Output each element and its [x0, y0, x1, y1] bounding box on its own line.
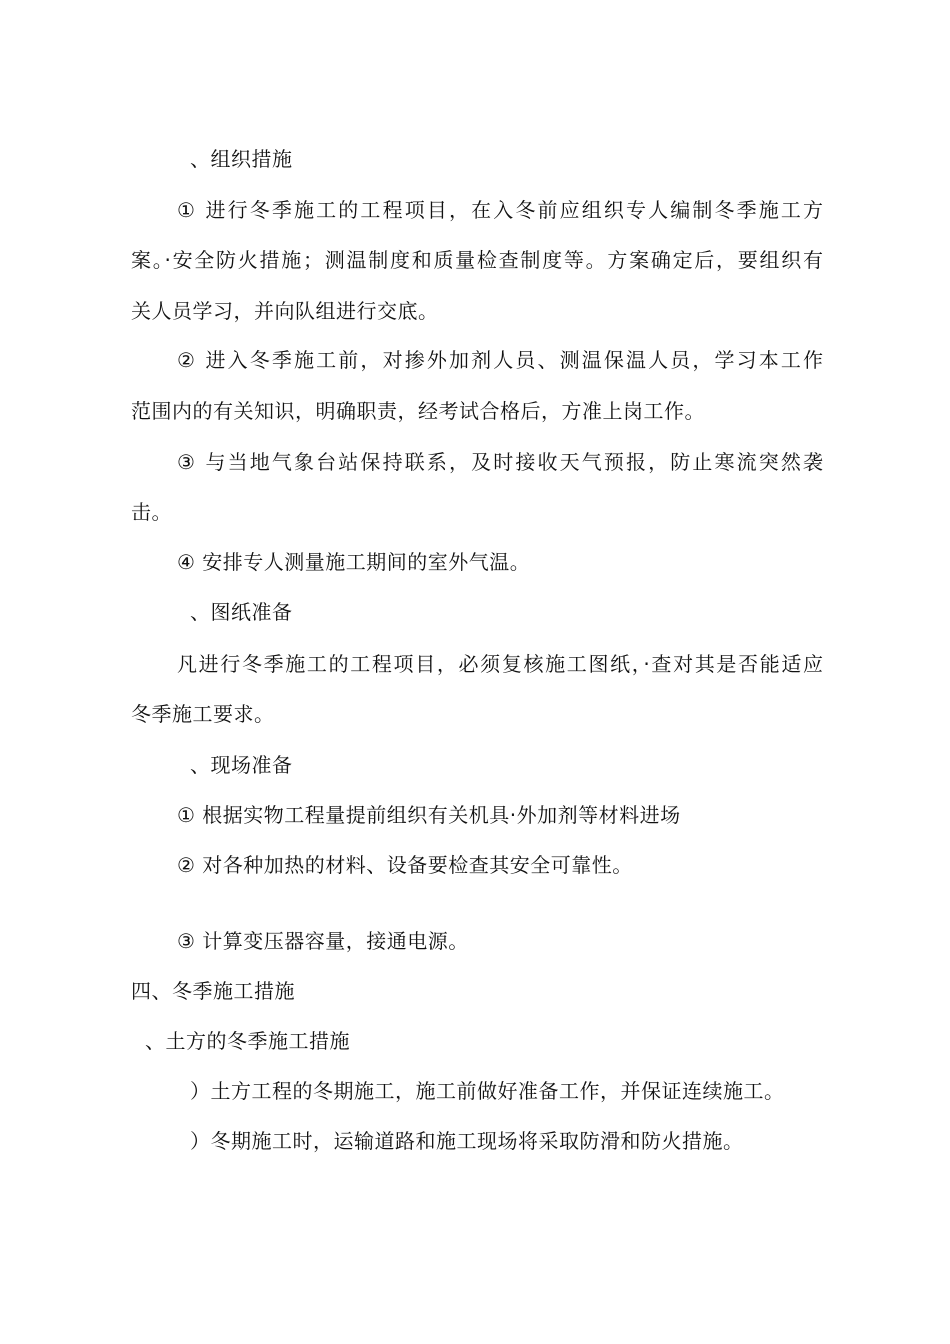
paragraph-line: ③ 与当地气象台站保持联系，及时接收天气预报，防止寒流突然袭 — [177, 450, 823, 474]
paragraph-line: 案。·安全防火措施；测温制度和质量检查制度等。方案确定后，要组织有 — [131, 248, 823, 272]
paragraph-line: ① 进行冬季施工的工程项目，在入冬前应组织专人编制冬季施工方 — [177, 198, 823, 222]
heading-organization-measures: 、组织措施 — [190, 147, 293, 171]
heading-site-preparation: 、现场准备 — [190, 753, 293, 777]
paragraph-line: ② 进入冬季施工前，对掺外加剂人员、测温保温人员，学习本工作 — [177, 348, 823, 372]
paragraph-line: 冬季施工要求。 — [131, 702, 275, 726]
paragraph-line: ② 对各种加热的材料、设备要检查其安全可靠性。 — [177, 853, 633, 877]
paragraph-line: ）冬期施工时，运输道路和施工现场将采取防滑和防火措施。 — [190, 1129, 744, 1153]
heading-winter-construction-measures: 四、冬季施工措施 — [131, 979, 295, 1003]
paragraph-line: 凡进行冬季施工的工程项目，必须复核施工图纸，·查对其是否能适应 — [177, 652, 823, 676]
paragraph-line: ）土方工程的冬期施工，施工前做好准备工作，并保证连续施工。 — [190, 1079, 785, 1103]
paragraph-line: ③ 计算变压器容量，接通电源。 — [177, 929, 469, 953]
paragraph-line: 关人员学习，并向队组进行交底。 — [131, 299, 439, 323]
paragraph-line: ④ 安排专人测量施工期间的室外气温。 — [177, 550, 531, 574]
paragraph-line: 范围内的有关知识，明确职责，经考试合格后，方准上岗工作。 — [131, 399, 705, 423]
heading-drawing-preparation: 、图纸准备 — [190, 600, 293, 624]
heading-earthwork-measures: 、土方的冬季施工措施 — [145, 1029, 350, 1053]
paragraph-line: 击。 — [131, 500, 172, 524]
paragraph-line: ① 根据实物工程量提前组织有关机具·外加剂等材料进场 — [177, 803, 681, 827]
